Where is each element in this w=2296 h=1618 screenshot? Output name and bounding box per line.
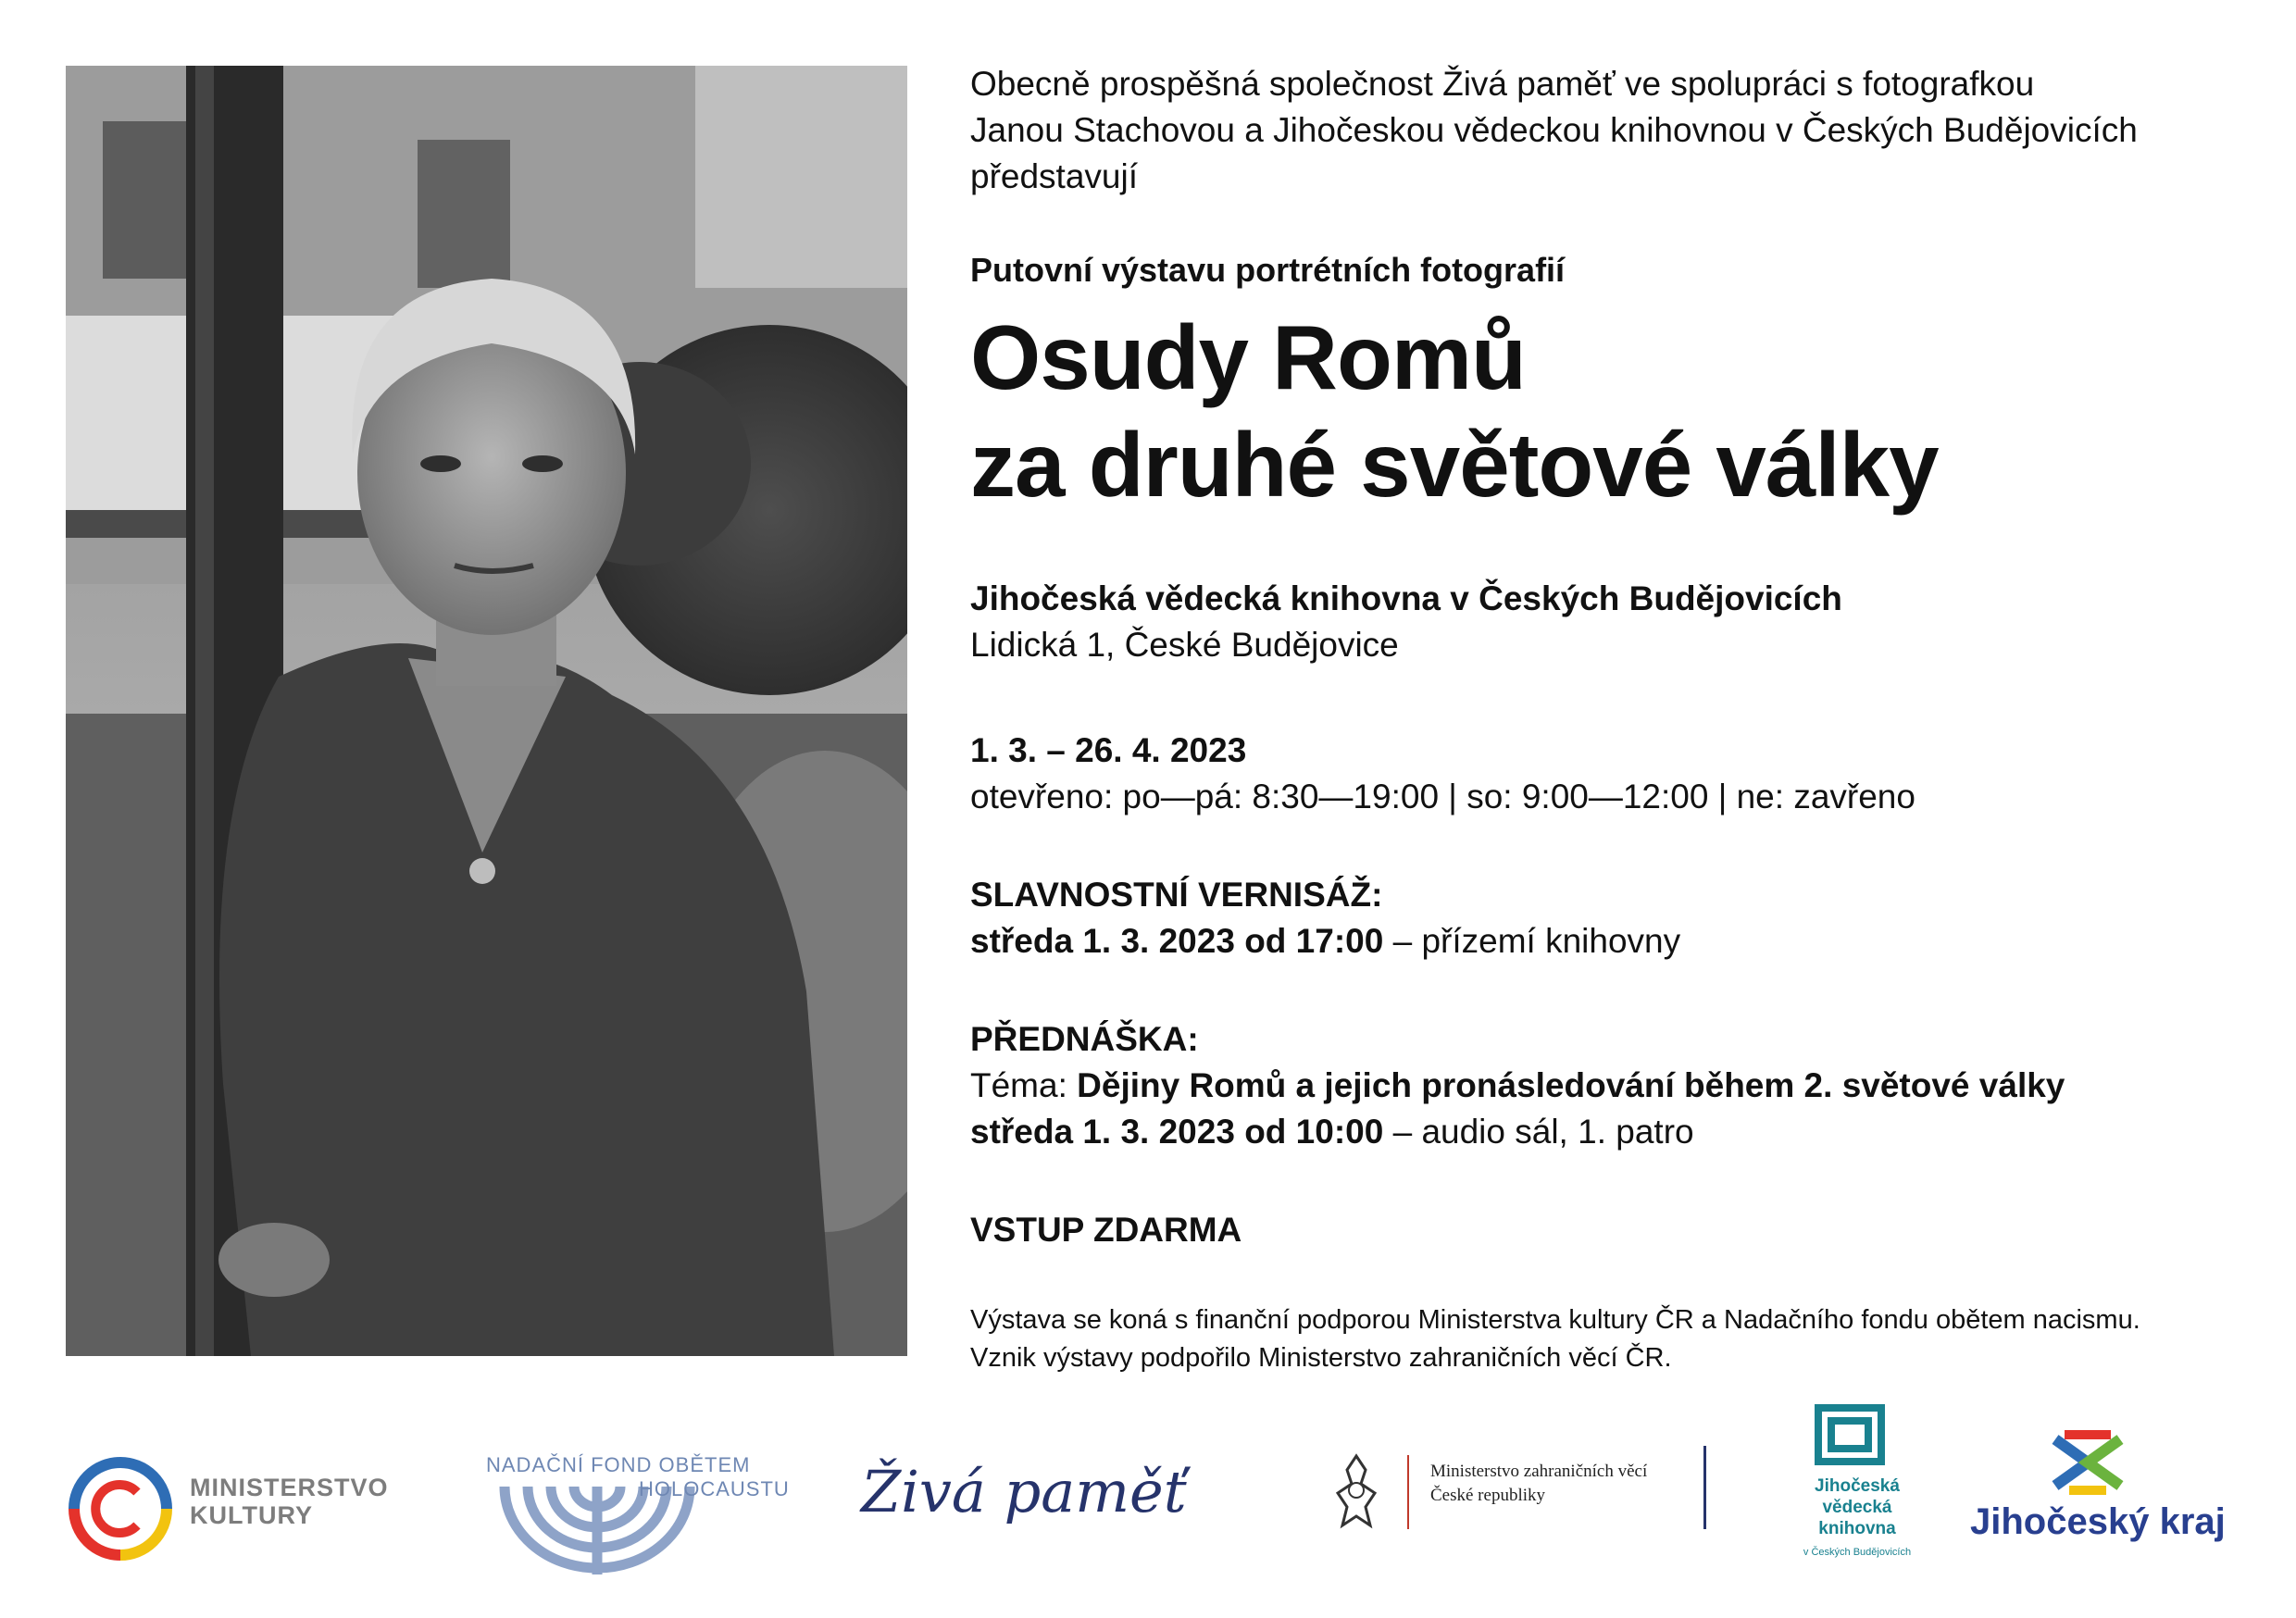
mzv-line: Ministerstvo zahraničních věcí bbox=[1430, 1462, 1648, 1481]
lecture-topic: Dějiny Romů a jejich pronásledování během 2. světové války bbox=[1077, 1066, 2065, 1104]
vernisaz-where: – přízemí knihovny bbox=[1383, 922, 1681, 960]
title-line: Osudy Romů bbox=[970, 306, 1526, 408]
vernisaz bbox=[970, 872, 2266, 965]
mzv-divider bbox=[1407, 1455, 1409, 1529]
jihocesky-kraj-text: Jihočeský kraj bbox=[1970, 1501, 2226, 1542]
venue-name: Jihočeská vědecká knihovna v Českých Budějovicích bbox=[970, 579, 1842, 617]
ministerstvo-kultury-logo bbox=[0, 1388, 426, 1611]
ministerstvo-kultury-text bbox=[190, 1474, 389, 1529]
lecture bbox=[970, 1016, 2266, 1155]
mzv-divider-right bbox=[1703, 1446, 1706, 1529]
vernisaz-heading: SLAVNOSTNÍ VERNISÁŽ: bbox=[970, 876, 1383, 914]
exhibition-kicker: Putovní výstavu portrétních fotografií bbox=[970, 251, 1566, 289]
kraj-emblem-icon bbox=[2046, 1430, 2129, 1495]
lecture-when: středa 1. 3. 2023 od 10:00 bbox=[970, 1113, 1384, 1151]
czech-lion-icon bbox=[1319, 1451, 1393, 1535]
nadacni-fond-logo bbox=[463, 1388, 833, 1611]
jvk-text bbox=[1802, 1475, 1913, 1561]
mk-line: KULTURY bbox=[190, 1501, 313, 1529]
ministerstvo-kultury-icon bbox=[65, 1453, 176, 1564]
dates bbox=[970, 728, 2266, 820]
jvk-line: v Českých Budějovicích bbox=[1803, 1547, 1912, 1558]
portrait-photo-image bbox=[66, 66, 907, 1356]
intro bbox=[970, 61, 2266, 200]
jvk-line: Jihočeská bbox=[1815, 1476, 1900, 1496]
intro-line: Obecně prospěšná společnost Živá paměť ve spolupráci s fotografkou bbox=[970, 65, 2035, 103]
nf-line: HOLOCAUSTU bbox=[639, 1477, 790, 1500]
title-line: za druhé světové války bbox=[970, 414, 1939, 516]
support-line: Výstava se koná s finanční podporou Ministerstva kultury ČR a Nadačního fondu obětem nacismu. bbox=[970, 1305, 2140, 1335]
ziva-pamet-logo: Živá paměť bbox=[861, 1458, 1187, 1525]
jihocesky-kraj-icon bbox=[2046, 1430, 2129, 1495]
lecture-where: – audio sál, 1. patro bbox=[1383, 1113, 1694, 1151]
support-line: Vznik výstavy podpořilo Ministerstvo zahraničních věcí ČR. bbox=[970, 1343, 1672, 1373]
nf-line: NADAČNÍ FOND OBĚTEM bbox=[486, 1453, 751, 1476]
partner-logos bbox=[0, 1388, 2296, 1611]
date-range: 1. 3. – 26. 4. 2023 bbox=[970, 731, 1247, 769]
mk-line: MINISTERSTVO bbox=[190, 1474, 389, 1501]
support-note bbox=[970, 1301, 2266, 1377]
exhibition-title bbox=[970, 304, 2266, 518]
lecture-heading: PŘEDNÁŠKA: bbox=[970, 1020, 1199, 1058]
free-entry: VSTUP ZDARMA bbox=[970, 1211, 1242, 1249]
lecture-topic-label: Téma: bbox=[970, 1066, 1078, 1104]
intro-line: představují bbox=[970, 157, 1138, 195]
intro-line: Janou Stachovou a Jihočeskou vědeckou knihovnou v Českých Budějovicích bbox=[970, 111, 2138, 149]
jvk-icon bbox=[1813, 1402, 1887, 1467]
venue-address: Lidická 1, České Budějovice bbox=[970, 626, 1399, 664]
portrait-photo bbox=[66, 66, 907, 1356]
jvk-line: vědecká bbox=[1822, 1498, 1892, 1517]
opening-hours: otevřeno: po—pá: 8:30—19:00 | so: 9:00—12:00 | ne: zavřeno bbox=[970, 778, 1915, 815]
jvk-line: knihovna bbox=[1818, 1519, 1896, 1538]
mzv-text bbox=[1430, 1460, 1647, 1508]
venue bbox=[970, 576, 2266, 668]
vernisaz-when: středa 1. 3. 2023 od 17:00 bbox=[970, 922, 1384, 960]
poster-text bbox=[970, 61, 2266, 1404]
book-icon bbox=[1813, 1402, 1887, 1467]
mzv-line: České republiky bbox=[1430, 1486, 1546, 1505]
